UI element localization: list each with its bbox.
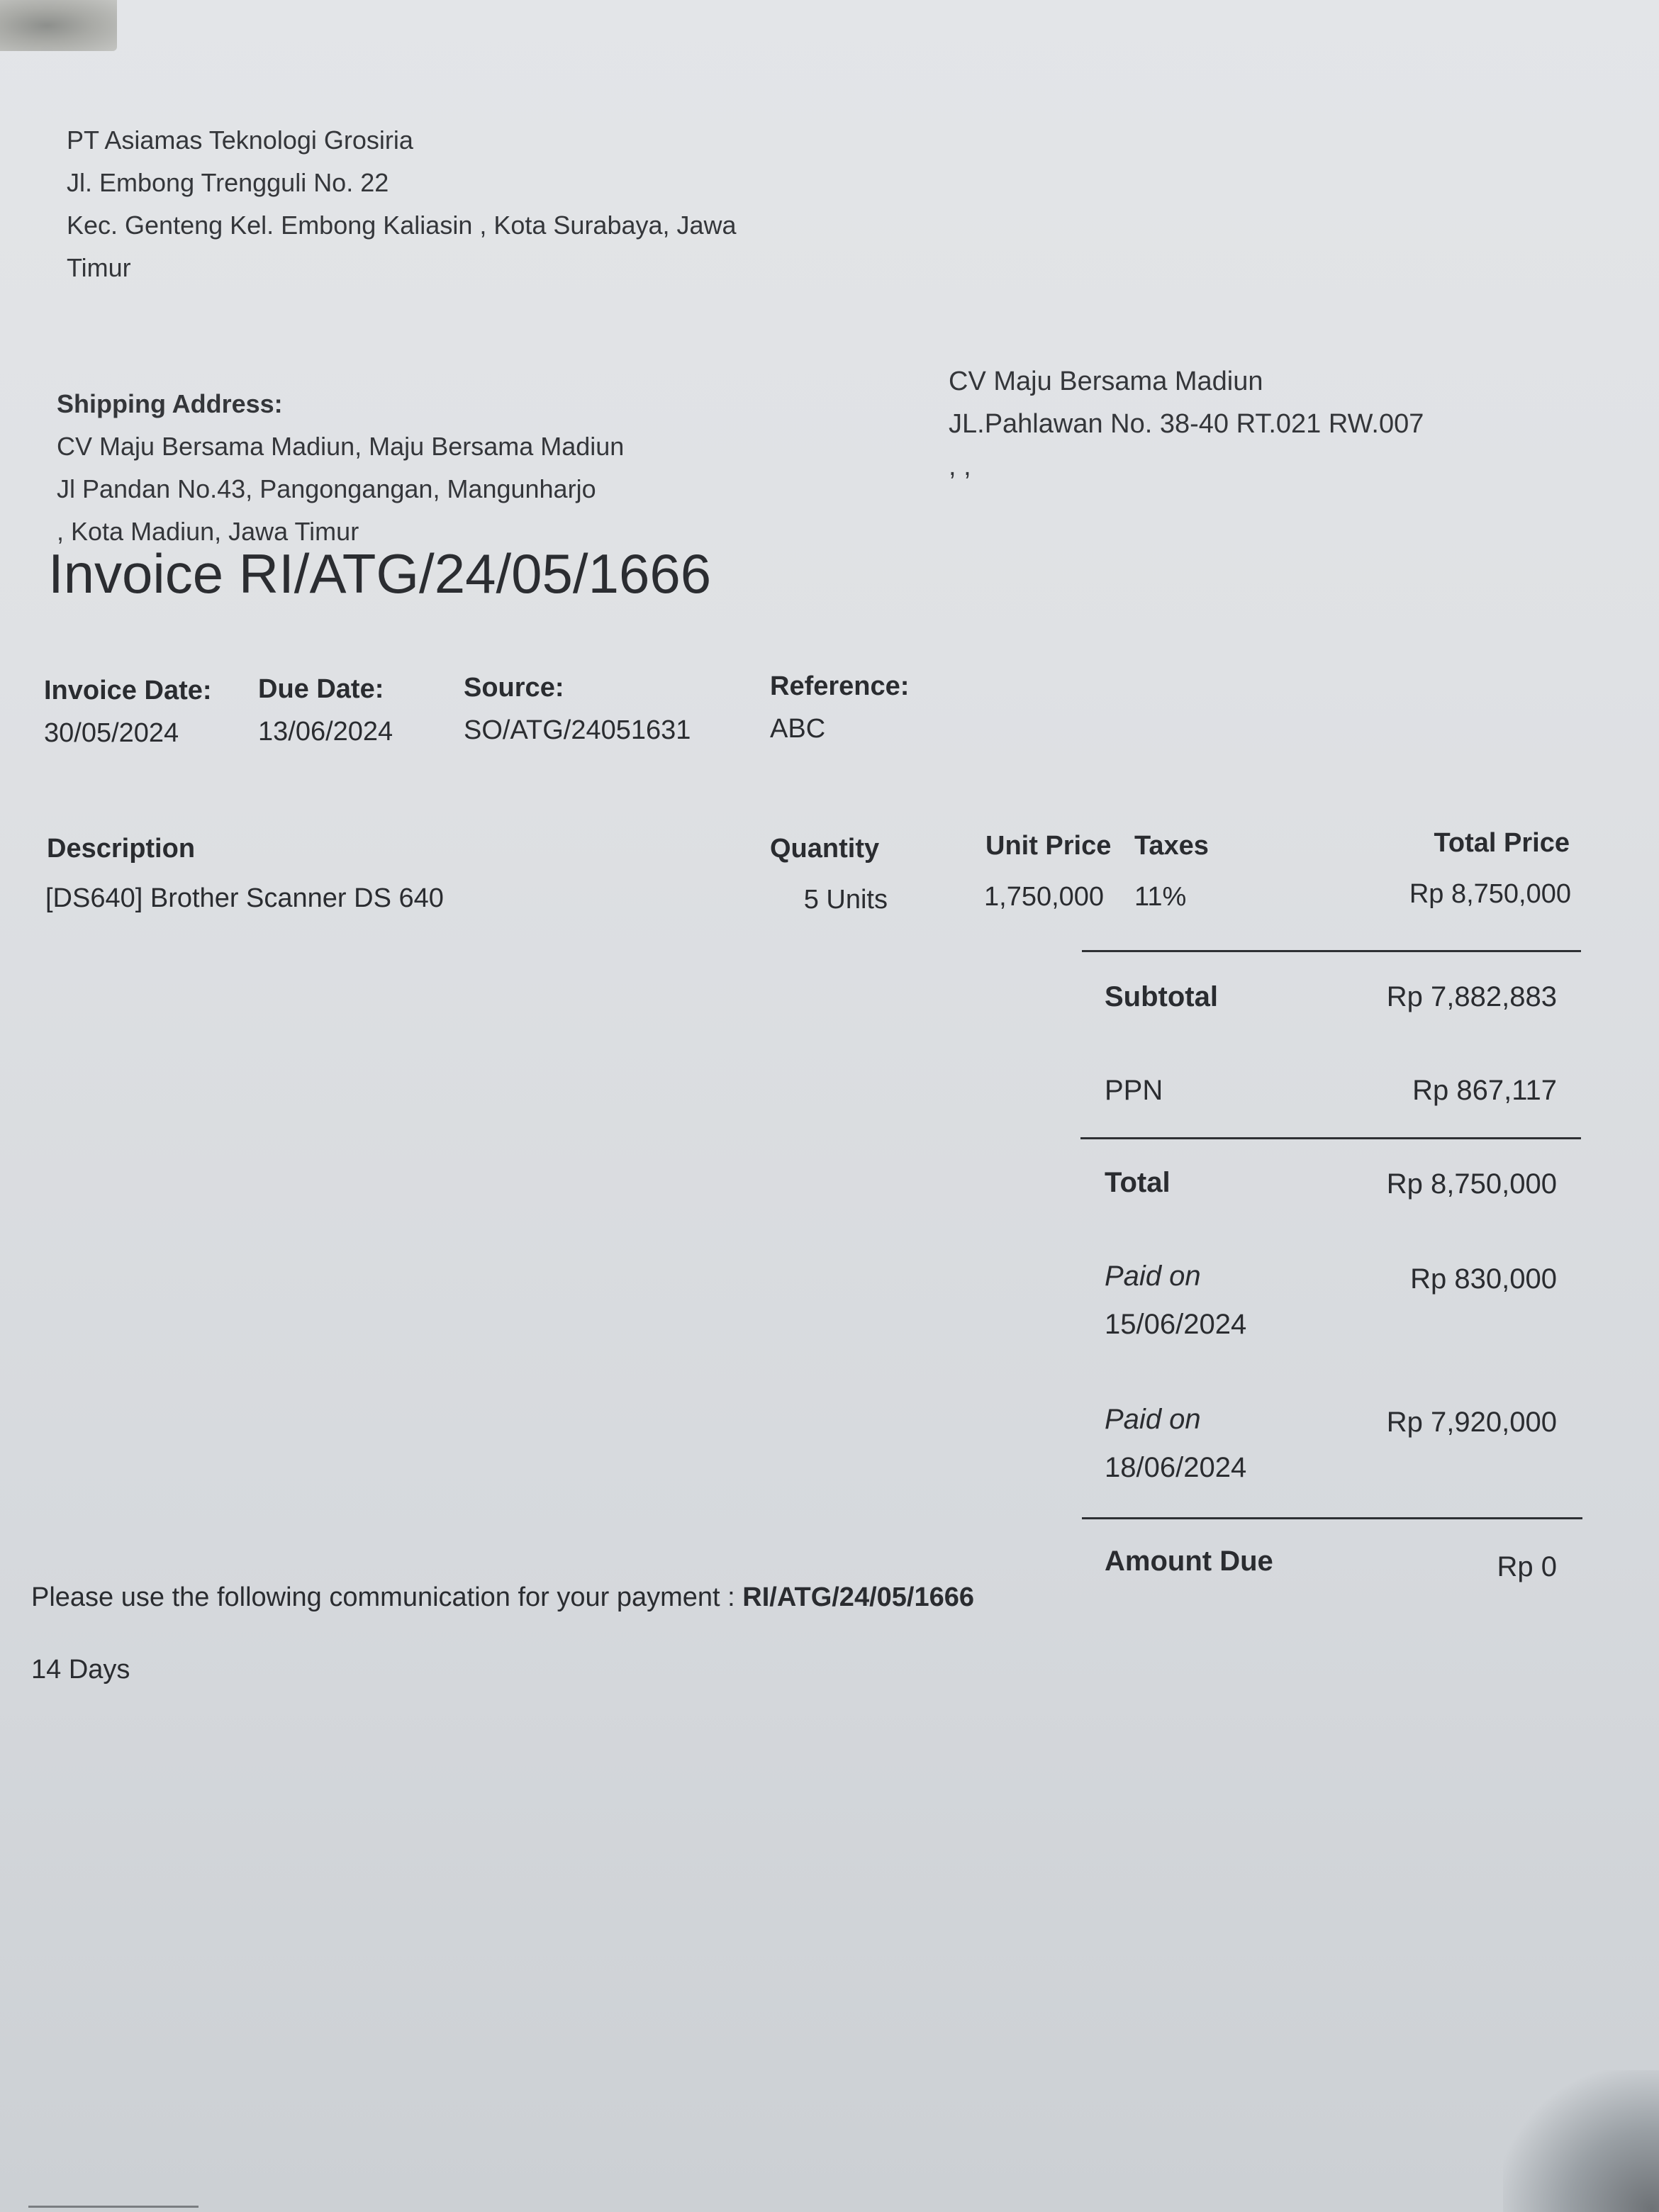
shipping-address-block bbox=[57, 383, 624, 553]
amount-due-label: Amount Due bbox=[1105, 1546, 1273, 1577]
line-quantity: 5 Units bbox=[803, 885, 888, 915]
shipping-address-line1: CV Maju Bersama Madiun, Maju Bersama Madiun bbox=[57, 432, 625, 461]
tax-value: Rp 867,117 bbox=[1412, 1075, 1557, 1106]
subtotal-label: Subtotal bbox=[1105, 981, 1218, 1012]
amount-due-value: Rp 0 bbox=[1497, 1551, 1557, 1582]
company-address-line2: Kec. Genteng Kel. Embong Kaliasin , Kota Surabaya, Jawa bbox=[67, 211, 737, 240]
payment-1-label: Paid on bbox=[1105, 1261, 1201, 1292]
payment-communication bbox=[31, 1582, 974, 1613]
reference-value: ABC bbox=[770, 714, 826, 744]
payment-communication-ref: RI/ATG/24/05/1666 bbox=[742, 1582, 974, 1612]
totals-rule-bottom bbox=[1082, 1517, 1582, 1519]
payment-2-amount: Rp 7,920,000 bbox=[1386, 1407, 1557, 1438]
company-address-line3: Timur bbox=[67, 253, 131, 282]
source-block bbox=[464, 666, 691, 752]
payment-2-label-block bbox=[1105, 1395, 1246, 1492]
line-unit-price: 1,750,000 bbox=[984, 882, 1105, 912]
source-label: Source: bbox=[464, 673, 564, 703]
col-header-unit-price: Unit Price bbox=[985, 831, 1112, 861]
due-date-value: 13/06/2024 bbox=[258, 717, 393, 747]
company-address-block bbox=[67, 119, 737, 289]
col-header-taxes: Taxes bbox=[1134, 831, 1209, 861]
company-name: PT Asiamas Teknologi Grosiria bbox=[67, 125, 413, 155]
col-header-description: Description bbox=[47, 834, 196, 864]
customer-address-block bbox=[949, 360, 1424, 488]
line-taxes: 11% bbox=[1134, 882, 1187, 912]
customer-address-line1: JL.Pahlawan No. 38-40 RT.021 RW.007 bbox=[949, 409, 1424, 439]
customer-address-line2: , , bbox=[949, 452, 971, 481]
total-value: Rp 8,750,000 bbox=[1386, 1168, 1557, 1200]
shipping-address-line2: Jl Pandan No.43, Pangongangan, Mangunharjo bbox=[57, 474, 596, 503]
line-description: [DS640] Brother Scanner DS 640 bbox=[45, 883, 444, 913]
customer-name: CV Maju Bersama Madiun bbox=[949, 367, 1263, 396]
source-value: SO/ATG/24051631 bbox=[464, 715, 691, 745]
totals-rule-top bbox=[1082, 950, 1581, 952]
payment-2-label: Paid on bbox=[1105, 1404, 1201, 1435]
payment-1-date: 15/06/2024 bbox=[1105, 1309, 1247, 1340]
shipping-address-line3: , Kota Madiun, Jawa Timur bbox=[57, 517, 359, 546]
payment-communication-text: Please use the following communication for your payment : bbox=[31, 1582, 743, 1612]
invoice-date-block bbox=[44, 669, 212, 754]
corner-shadow bbox=[1503, 2070, 1659, 2212]
shipping-address-label: Shipping Address: bbox=[57, 389, 283, 418]
col-header-total-price: Total Price bbox=[1434, 828, 1570, 858]
thumb-shadow bbox=[0, 0, 117, 51]
total-label: Total bbox=[1105, 1167, 1171, 1198]
payment-2-date: 18/06/2024 bbox=[1105, 1452, 1247, 1483]
reference-block bbox=[770, 665, 909, 750]
subtotal-value: Rp 7,882,883 bbox=[1386, 981, 1557, 1012]
company-address-line1: Jl. Embong Trengguli No. 22 bbox=[67, 168, 389, 197]
due-date-block bbox=[258, 668, 393, 753]
totals-rule-middle bbox=[1080, 1137, 1581, 1139]
due-date-label: Due Date: bbox=[258, 674, 384, 704]
reference-label: Reference: bbox=[770, 671, 910, 701]
col-header-quantity: Quantity bbox=[770, 834, 880, 864]
payment-1-amount: Rp 830,000 bbox=[1410, 1263, 1557, 1295]
payment-1-label-block bbox=[1105, 1252, 1246, 1348]
payment-terms: 14 Days bbox=[31, 1655, 130, 1685]
page-edge-line bbox=[28, 2206, 199, 2208]
invoice-date-label: Invoice Date: bbox=[44, 676, 212, 705]
tax-label: PPN bbox=[1105, 1075, 1163, 1106]
invoice-title: Invoice RI/ATG/24/05/1666 bbox=[48, 542, 712, 605]
invoice-date-value: 30/05/2024 bbox=[44, 718, 179, 748]
line-total-price: Rp 8,750,000 bbox=[1409, 879, 1571, 909]
